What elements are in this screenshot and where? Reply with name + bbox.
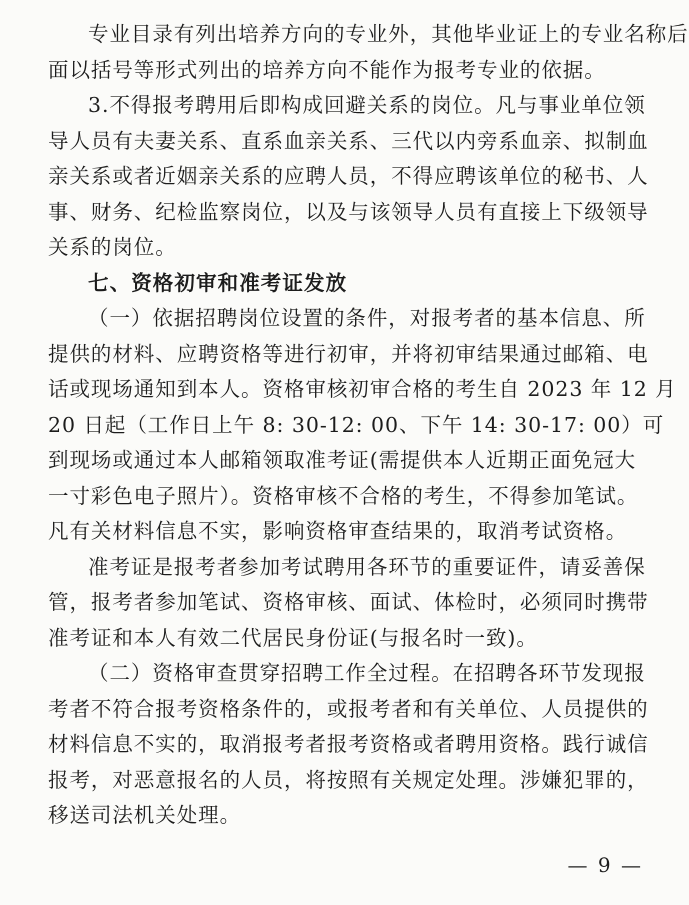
paragraph-line: （二）资格审查贯穿招聘工作全过程。在招聘各环节发现报 — [88, 661, 646, 685]
document-body — [48, 17, 689, 834]
paragraph-line: 亲关系或者近姻亲关系的应聘人员，不得应聘该单位的秘书、人 — [48, 164, 649, 188]
paragraph-line: 管，报考者参加笔试、资格审核、面试、体检时，必须同时携带 — [48, 590, 649, 614]
heading-text: 七、资格初审和准考证发放 — [88, 270, 348, 295]
paragraph-line: 话或现场通知到本人。资格审核初审合格的考生自 2023 年 12 月 — [48, 377, 677, 401]
paragraph-line: （一）依据招聘岗位设置的条件，对报考者的基本信息、所 — [88, 306, 646, 330]
paragraph-line: 3.不得报考聘用后即构成回避关系的岗位。凡与事业单位领 — [88, 93, 646, 117]
page-number: — 9 — — [567, 853, 643, 877]
paragraph — [48, 17, 689, 88]
paragraph-line: 凡有关材料信息不实，影响资格审查结果的，取消考试资格。 — [48, 519, 628, 543]
paragraph — [48, 550, 647, 657]
paragraph-line: 导人员有夫妻关系、直系血亲关系、三代以内旁系血亲、拟制血 — [48, 128, 649, 153]
paragraph — [48, 656, 647, 834]
paragraph-line: 准考证是报考者参加考试聘用各环节的重要证件，请妥善保 — [88, 554, 646, 579]
section-heading — [48, 266, 647, 302]
paragraph-line: 关系的岗位。 — [48, 235, 177, 259]
paragraph-line: 20 日起（工作日上午 8: 30-12: 00、下午 14: 30-17: 00）可 — [48, 412, 665, 437]
paragraph-line: 移送司法机关处理。 — [48, 803, 242, 827]
paragraph-line: 一寸彩色电子照片）。资格审核不合格的考生，不得参加笔试。 — [48, 483, 639, 508]
paragraph-line: 材料信息不实的，取消报考者报考资格或者聘用资格。践行诚信 — [48, 732, 649, 756]
paragraph-line: 专业目录有列出培养方向的专业外，其他毕业证上的专业名称后 — [88, 22, 689, 46]
paragraph — [48, 301, 677, 550]
paragraph-line: 提供的材料、应聘资格等进行初审，并将初审结果通过邮箱、电 — [48, 341, 649, 366]
paragraph-line: 考者不符合报考资格条件的，或报考者和有关单位、人员提供的 — [48, 696, 649, 721]
paragraph-line: 到现场或通过本人邮箱领取准考证(需提供本人近期正面免冠大 — [48, 448, 637, 472]
paragraph-line: 报考，对恶意报名的人员，将按照有关规定处理。涉嫌犯罪的， — [48, 767, 649, 792]
paragraph-line: 准考证和本人有效二代居民身份证(与报名时一致)。 — [48, 625, 538, 650]
paragraph-line: 事、财务、纪检监察岗位，以及与该领导人员有直接上下级领导 — [48, 199, 649, 224]
paragraph — [48, 88, 647, 266]
paragraph-line: 面以括号等形式列出的培养方向不能作为报考专业的依据。 — [48, 57, 606, 82]
